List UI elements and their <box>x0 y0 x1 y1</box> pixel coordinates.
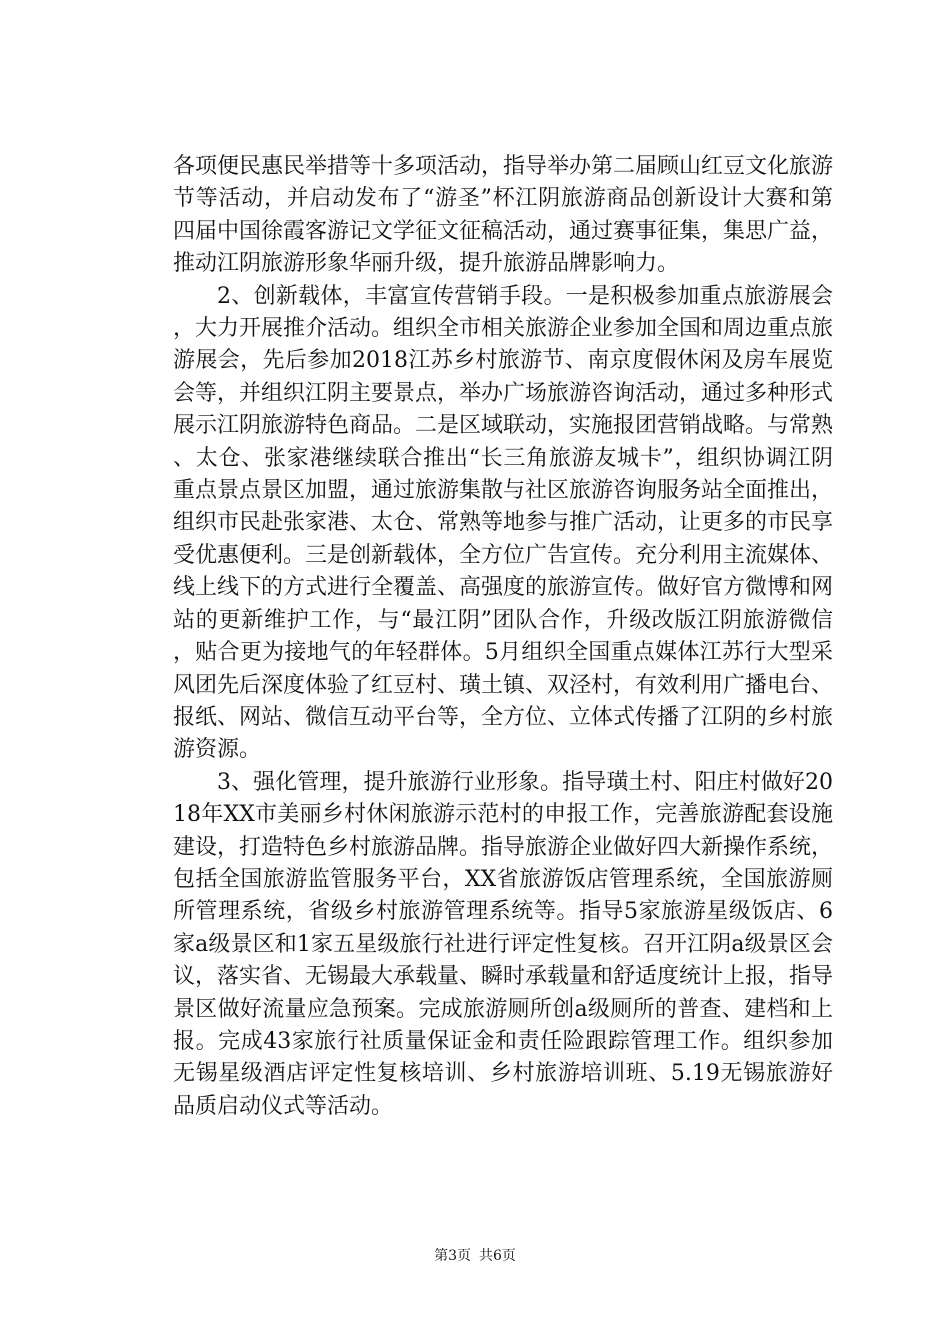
page-total: 共6页 <box>479 1248 516 1264</box>
paragraph-3: 3、强化管理，提升旅游行业形象。指导璜土村、阳庄村做好2018年XX市美丽乡村休闲旅游示范村的申报工作，完善旅游配套设施建设，打造特色乡村旅游品牌。指导旅游企业做好四大新操作系统，包括全国旅游监管服务平台，XX省旅游饭店管理系统，全国旅游厕所管理系统，省级乡村旅游管理系统等。指导5家旅游星级饭店、6家a级景区和1家五星级旅行社进行评定性复核。召开江阴a级景区会议，落实省、无锡最大承载量、瞬时承载量和舒适度统计上报，指导景区做好流量应急预案。完成旅游厕所创a级厕所的普查、建档和上报。完成43家旅行社质量保证金和责任险跟踪管理工作。组织参加无锡星级酒店评定性复核培训、乡村旅游培训班、5.19无锡旅游好品质启动仪式等活动。 <box>173 769 834 1119</box>
document-body <box>173 151 833 1123</box>
page-number: 第3页 <box>434 1248 471 1264</box>
page-footer <box>0 1245 950 1265</box>
paragraph-1: 各项便民惠民举措等十多项活动，指导举办第二届顾山红豆文化旅游节等活动，并启动发布了“游圣”杯江阴旅游商品创新设计大赛和第四届中国徐霞客游记文学征文征稿活动，通过赛事征集，集思广益，推动江阴旅游形象华丽升级，提升旅游品牌影响力。 <box>173 154 834 277</box>
paragraph-2: 2、创新载体，丰富宣传营销手段。一是积极参加重点旅游展会，大力开展推介活动。组织全市相关旅游企业参加全国和周边重点旅游展会，先后参加2018江苏乡村旅游节、南京度假休闲及房车展览会等，并组织江阴主要景点，举办广场旅游咨询活动，通过多种形式展示江阴旅游特色商品。二是区域联动，实施报团营销战略。与常熟、太仓、张家港继续联合推出“长三角旅游友城卡”，组织协调江阴重点景点景区加盟，通过旅游集散与社区旅游咨询服务站全面推出，组织市民赴张家港、太仓、常熟等地参与推广活动，让更多的市民享受优惠便利。三是创新载体，全方位广告宣传。充分利用主流媒体、线上线下的方式进行全覆盖、高强度的旅游宣传。做好官方微博和网站的更新维护工作，与“最江阴”团队合作，升级改版江阴旅游微信，贴合更为接地气的年轻群体。5月组织全国重点媒体江苏行大型采风团先后深度体验了红豆村、璜土镇、双泾村，有效利用广播电台、报纸、网站、微信互动平台等，全方位、立体式传播了江阴的乡村旅游资源。 <box>173 283 834 763</box>
